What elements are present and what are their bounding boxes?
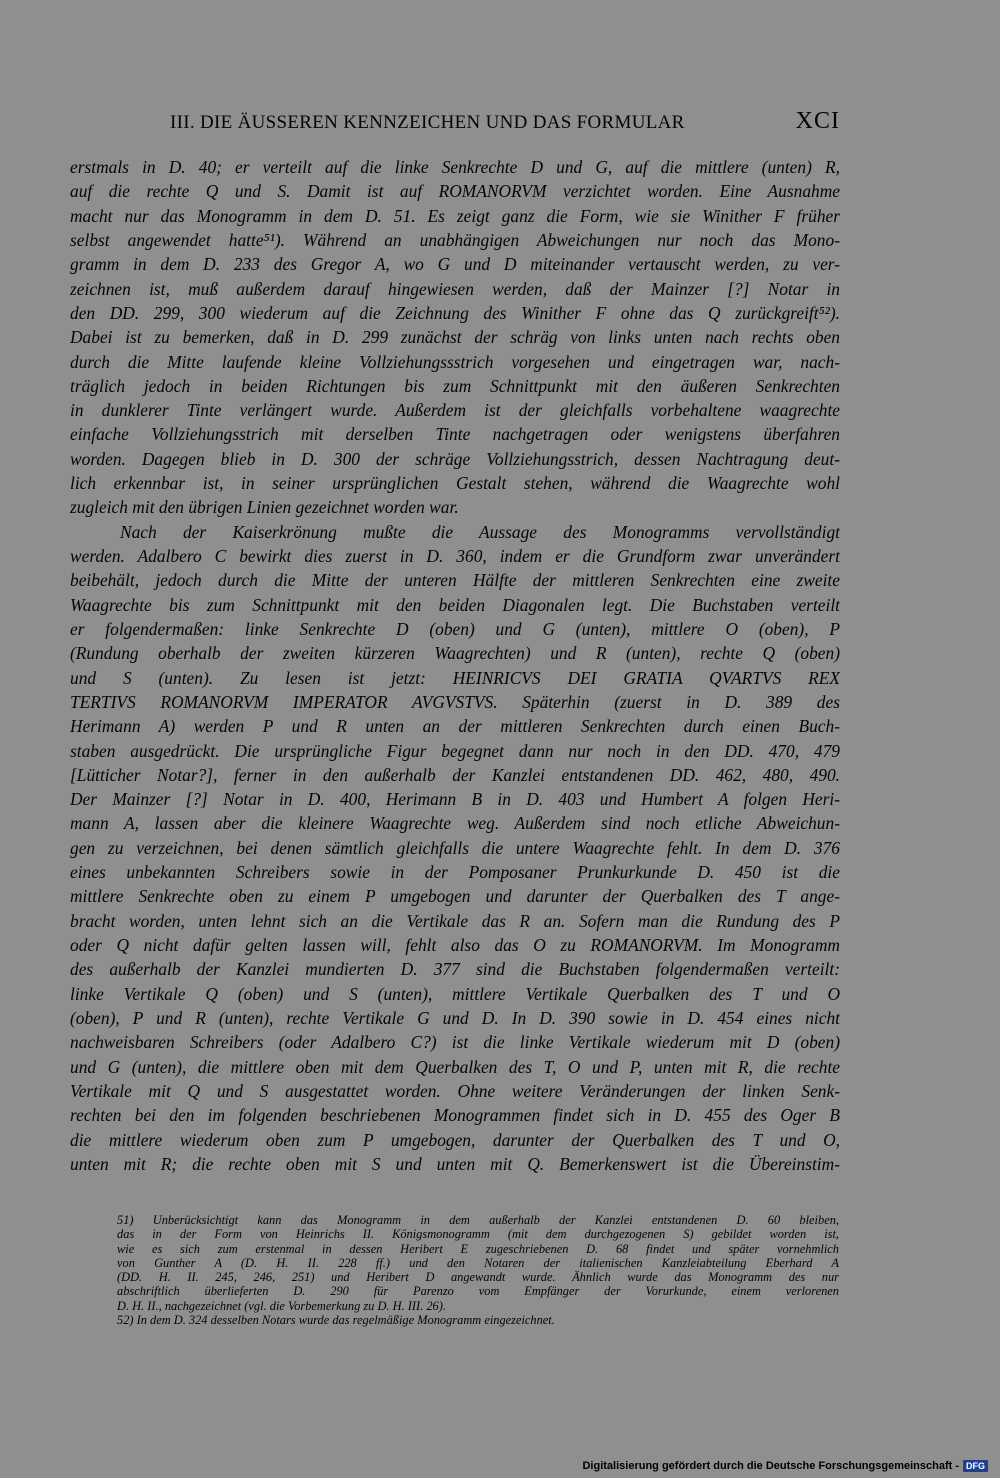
text-line: des außerhalb der Kanzlei mundierten D. 377 sind die Buchstaben folgendermaßen verteilt:	[70, 959, 840, 980]
text-line: nachweisbaren Schreibers (oder Adalbero C?) ist die linke Vertikale wiederum mit D (oben)	[70, 1032, 840, 1053]
text-line: und S (unten). Zu lesen ist jetzt: HEINRICVS DEI GRATIA QVARTVS REX	[70, 667, 840, 688]
text-line: oder Q nicht dafür gelten lassen will, fehlt also das O zu ROMANORVM. Im Monogramm	[70, 935, 840, 955]
text-line: den DD. 299, 300 wiederum auf die Zeichnung des Winither F ohne das Q zurückgreift⁵²).	[70, 302, 840, 323]
text-line: staben ausgedrückt. Die ursprüngliche Figur begegnet dann nur noch in den DD. 470, 479	[70, 740, 840, 761]
footnote-line: von Gunther A (D. H. II. 228 ff.) und den Notaren der italienischen Kanzleiabteilung Eberhard A	[117, 1255, 839, 1270]
text-line: auf die rechte Q und S. Damit ist auf ROMANORVM verzichtet worden. Eine Ausnahme	[70, 181, 840, 202]
text-line: TERTIVS ROMANORVM IMPERATOR AVGVSTVS. Späterhin (zuerst in D. 389 des	[70, 691, 840, 712]
footnote-line: das in der Form von Heinrichs II. Königsmonogramm (mit dem durchgezogenen S) gebildet worden ist,	[117, 1227, 839, 1242]
text-line: macht nur das Monogramm in dem D. 51. Es zeigt ganz die Form, wie sie Winither F früher	[70, 205, 840, 226]
text-line: Der Mainzer [?] Notar in D. 400, Herimann B in D. 403 und Humbert A folgen Heri-	[70, 789, 840, 810]
page-number: XCI	[795, 108, 840, 134]
text-line: gen zu verzeichnen, bei denen sämtlich gleichfalls die untere Waagrechte fehlt. In dem D. 376	[70, 837, 840, 858]
text-line: worden. Dagegen blieb in D. 300 der schräge Vollziehungsstrich, dessen Nachtragung deut-	[70, 448, 840, 469]
footnote-line: 51) Unberücksichtigt kann das Monogramm in dem außerhalb der Kanzlei entstandenen D. 60 bleiben,	[117, 1213, 839, 1227]
footnote-line: D. H. II., nachgezeichnet (vgl. die Vorbemerkung zu D. H. III. 26).	[117, 1298, 446, 1313]
text-line: durch die Mitte laufende kleine Vollziehungssstrich vorgesehen und eingetragen war, nach-	[70, 351, 840, 372]
text-line: zeichnen ist, muß außerdem darauf hingewiesen werden, daß der Mainzer [?] Notar in	[70, 278, 840, 299]
funding-notice	[582, 1458, 988, 1474]
text-line: werden. Adalbero C bewirkt dies zuerst in D. 360, indem er die Grundform zwar unverändert	[70, 546, 840, 566]
text-line: Vertikale mit Q und S ausgestattet worden. Ohne weitere Veränderungen der linken Senk-	[70, 1080, 840, 1101]
funding-text: Digitalisierung gefördert durch die Deutsche Forschungsgemeinschaft -	[582, 1460, 959, 1472]
text-line: zugleich mit den übrigen Linien gezeichnet worden war.	[70, 497, 459, 518]
footnote-line: 52) In dem D. 324 desselben Notars wurde das regelmäßige Monogramm eingezeichnet.	[117, 1313, 555, 1328]
chapter-title: III. DIE ÄUSSEREN KENNZEICHEN UND DAS FORMULAR	[170, 112, 685, 133]
text-line: unten mit R; die rechte oben mit S und unten mit Q. Bemerkenswert ist die Übereinstim-	[70, 1153, 840, 1174]
running-header	[70, 108, 840, 138]
main-text	[70, 155, 840, 1176]
text-line: Nach der Kaiserkrönung mußte die Aussage des Monogramms vervollständigt	[120, 521, 840, 542]
text-line: selbst angewendet hatte⁵¹). Während an unabhängigen Abweichungen nur noch das Mono-	[70, 229, 840, 250]
text-line: beibehält, jedoch durch die Mitte der unteren Hälfte der mittleren Senkrechten eine zweite	[70, 570, 840, 591]
text-line: Waagrechte bis zum Schnittpunkt mit den beiden Diagonalen legt. Die Buchstaben verteilt	[70, 594, 840, 615]
text-line: und G (unten), die mittlere oben mit dem Querbalken des T, O und P, unten mit R, die rechte	[70, 1056, 840, 1077]
footnote-line: (DD. H. II. 245, 246, 251) und Heribert D angewandt wurde. Ähnlich wurde das Monogramm des nur	[117, 1270, 839, 1285]
text-line: erstmals in D. 40; er verteilt auf die linke Senkrechte D und G, auf die mittlere (unten) R,	[70, 157, 840, 177]
text-line: Dabei ist zu bemerken, daß in D. 299 zunächst der schräg von links unten nach rechts oben	[70, 327, 840, 348]
text-line: träglich jedoch in beiden Richtungen bis zum Schnittpunkt mit den äußeren Senkrechten	[70, 375, 840, 396]
text-line: eines unbekannten Schreibers sowie in der Pomposaner Prunkurkunde D. 450 ist die	[70, 862, 840, 883]
text-line: bracht worden, unten lehnt sich an die Vertikale das R an. Sofern man die Rundung des P	[70, 910, 840, 931]
text-line: rechten bei den im folgenden beschriebenen Monogrammen findet sich in D. 455 des Oger B	[70, 1105, 840, 1126]
footnote-line: abschriftlich überlieferten D. 290 für Parenzo vom Empfänger der Vorurkunde, einem verlorenen	[117, 1284, 839, 1299]
text-line: er folgendermaßen: linke Senkrechte D (oben) und G (unten), mittlere O (oben), P	[70, 618, 840, 639]
text-line: Herimann A) werden P und R unten an der mittleren Senkrechten durch einen Buch-	[70, 716, 840, 737]
text-line: [Lütticher Notar?], ferner in den außerhalb der Kanzlei entstandenen DD. 462, 480, 490.	[70, 764, 840, 785]
text-line: linke Vertikale Q (oben) und S (unten), mittlere Vertikale Querbalken des T und O	[70, 983, 840, 1004]
text-line: mann A, lassen aber die kleinere Waagrechte weg. Außerdem sind noch etliche Abweichun-	[70, 813, 840, 834]
text-line: die mittlere wiederum oben zum P umgebogen, darunter der Querbalken des T und O,	[70, 1129, 840, 1150]
text-line: einfache Vollziehungsstrich mit derselben Tinte nachgetragen oder wenigstens überfahren	[70, 424, 840, 445]
footnotes	[117, 1213, 839, 1327]
footnote-line: wie es sich zum erstenmal in dessen Heribert E zugeschriebenen D. 68 findet und später vornehmlich	[117, 1241, 839, 1256]
text-line: (oben), P und R (unten), rechte Vertikale G und D. In D. 390 sowie in D. 454 eines nicht	[70, 1007, 840, 1028]
text-line: (Rundung oberhalb der zweiten kürzeren Waagrechten) und R (unten), rechte Q (oben)	[70, 643, 840, 664]
text-line: in dunklerer Tinte verlängert wurde. Außerdem ist der gleichfalls vorbehaltene waagrechte	[70, 400, 840, 421]
text-line: lich erkennbar ist, in seiner ursprünglichen Gestalt stehen, während die Waagrechte wohl	[70, 473, 840, 494]
text-line: mittlere Senkrechte oben zu einem P umgebogen und darunter der Querbalken des T ange-	[70, 886, 840, 907]
text-line: gramm in dem D. 233 des Gregor A, wo G und D miteinander vertauscht werden, zu ver-	[70, 254, 840, 275]
dfg-logo: DFG	[963, 1460, 988, 1472]
